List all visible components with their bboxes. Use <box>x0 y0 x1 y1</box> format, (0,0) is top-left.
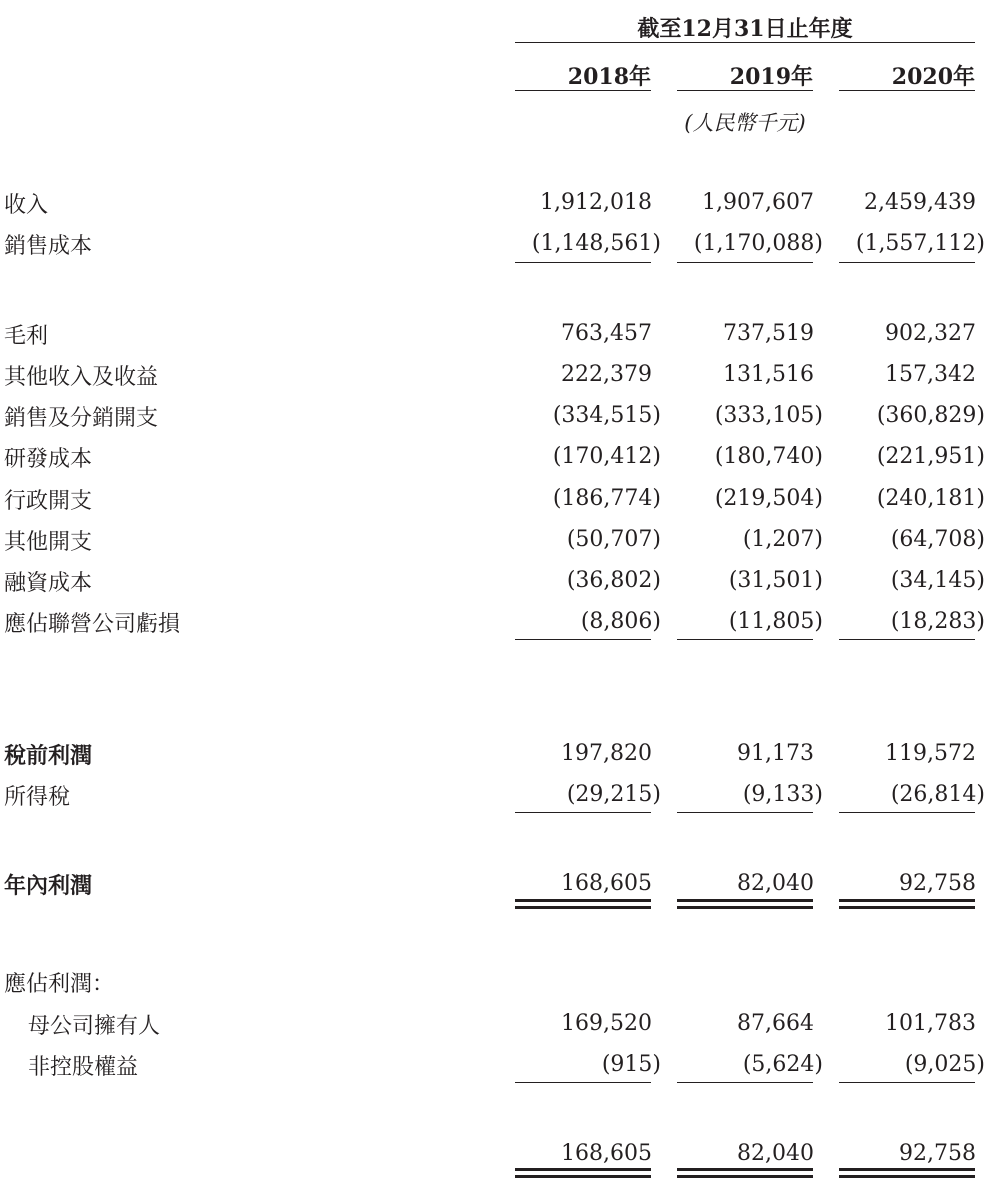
profit-before-tax-2019: 91,173 <box>737 741 814 766</box>
selling-expenses-2020: (360,829) <box>876 403 985 428</box>
subtotal-rule <box>839 639 975 640</box>
row-label-profit-for-year: 年內利潤 <box>4 873 93 899</box>
attributable-total-2018: 168,605 <box>561 1141 652 1166</box>
row-label-selling-expenses: 銷售及分銷開支 <box>4 406 159 431</box>
year-2020-header: 2020年 <box>891 64 975 90</box>
selling-expenses-2019: (333,105) <box>714 403 823 428</box>
row-label-revenue: 收入 <box>4 193 49 218</box>
profit-before-tax-2020: 119,572 <box>885 741 976 766</box>
rd-costs-2020: (221,951) <box>876 444 985 469</box>
attributable-total-2019: 82,040 <box>737 1141 814 1166</box>
income-tax-2018: (29,215) <box>566 782 661 807</box>
rd-costs-2018: (170,412) <box>552 444 661 469</box>
revenue-2018: 1,912,018 <box>540 190 652 215</box>
row-label-owners-of-parent: 母公司擁有人 <box>28 1014 161 1039</box>
non-controlling-interests-2019: (5,624) <box>742 1052 823 1077</box>
total-double-rule <box>839 1168 975 1178</box>
income-tax-2020: (26,814) <box>890 782 985 807</box>
revenue-2019: 1,907,607 <box>702 190 814 215</box>
gross-profit-2020: 902,327 <box>885 321 976 346</box>
associate-losses-2020: (18,283) <box>890 609 985 634</box>
subtotal-rule <box>677 1082 813 1083</box>
income-tax-2019: (9,133) <box>742 782 823 807</box>
selling-expenses-2018: (334,515) <box>552 403 661 428</box>
subtotal-rule <box>677 639 813 640</box>
non-controlling-interests-2018: (915) <box>601 1052 661 1077</box>
row-label-rd-costs: 研發成本 <box>4 447 93 472</box>
year-rule-2020 <box>839 90 975 91</box>
row-label-other-expenses: 其他開支 <box>4 530 93 555</box>
other-expenses-2019: (1,207) <box>742 527 823 552</box>
period-title: 截至12月31日止年度 <box>637 16 853 42</box>
finance-costs-2020: (34,145) <box>890 568 985 593</box>
gross-profit-2019: 737,519 <box>723 321 814 346</box>
row-label-admin-expenses: 行政開支 <box>4 489 93 514</box>
other-expenses-2020: (64,708) <box>890 527 985 552</box>
admin-expenses-2018: (186,774) <box>552 486 661 511</box>
other-income-2018: 222,379 <box>561 362 652 387</box>
header-rule <box>515 42 975 43</box>
cost-of-sales-2018: (1,148,561) <box>531 231 661 256</box>
associate-losses-2019: (11,805) <box>728 609 823 634</box>
subtotal-rule <box>839 262 975 263</box>
subtotal-rule <box>515 812 651 813</box>
year-rule-2019 <box>677 90 813 91</box>
row-label-gross-profit: 毛利 <box>4 324 49 349</box>
profit-before-tax-2018: 197,820 <box>561 741 652 766</box>
total-double-rule <box>677 1168 813 1178</box>
attributable-total-2020: 92,758 <box>899 1141 976 1166</box>
finance-costs-2018: (36,802) <box>566 568 661 593</box>
profit-for-year-2018: 168,605 <box>561 871 652 896</box>
year-2018-header: 2018年 <box>567 64 651 90</box>
row-label-cost-of-sales: 銷售成本 <box>4 234 93 259</box>
admin-expenses-2019: (219,504) <box>714 486 823 511</box>
row-label-other-income: 其他收入及收益 <box>4 365 159 390</box>
owners-of-parent-2019: 87,664 <box>737 1011 814 1036</box>
total-double-rule <box>515 899 651 909</box>
subtotal-rule <box>515 262 651 263</box>
finance-costs-2019: (31,501) <box>728 568 823 593</box>
year-rule-2018 <box>515 90 651 91</box>
gross-profit-2018: 763,457 <box>561 321 652 346</box>
total-double-rule <box>677 899 813 909</box>
row-label-income-tax: 所得稅 <box>4 785 71 810</box>
year-2019-header: 2019年 <box>729 64 813 90</box>
row-label-profit-before-tax: 稅前利潤 <box>4 743 93 769</box>
row-label-associate-losses: 應佔聯營公司虧損 <box>4 612 181 637</box>
non-controlling-interests-2020: (9,025) <box>904 1052 985 1077</box>
row-label-finance-costs: 融資成本 <box>4 571 93 596</box>
owners-of-parent-2020: 101,783 <box>885 1011 976 1036</box>
other-income-2019: 131,516 <box>723 362 814 387</box>
profit-for-year-2019: 82,040 <box>737 871 814 896</box>
subtotal-rule <box>515 639 651 640</box>
row-label-non-controlling-interests: 非控股權益 <box>28 1055 139 1080</box>
associate-losses-2018: (8,806) <box>580 609 661 634</box>
subtotal-rule <box>515 1082 651 1083</box>
subtotal-rule <box>839 812 975 813</box>
other-income-2020: 157,342 <box>885 362 976 387</box>
subtotal-rule <box>677 262 813 263</box>
other-expenses-2018: (50,707) <box>566 527 661 552</box>
revenue-2020: 2,459,439 <box>864 190 976 215</box>
subtotal-rule <box>677 812 813 813</box>
total-double-rule <box>839 899 975 909</box>
cost-of-sales-2020: (1,557,112) <box>855 231 985 256</box>
admin-expenses-2020: (240,181) <box>876 486 985 511</box>
total-double-rule <box>515 1168 651 1178</box>
owners-of-parent-2018: 169,520 <box>561 1011 652 1036</box>
row-label-attributable-to: 應佔利潤： <box>4 972 115 997</box>
cost-of-sales-2019: (1,170,088) <box>693 231 823 256</box>
profit-for-year-2020: 92,758 <box>899 871 976 896</box>
subtotal-rule <box>839 1082 975 1083</box>
unit-label: (人民幣千元) <box>684 111 806 135</box>
rd-costs-2019: (180,740) <box>714 444 823 469</box>
